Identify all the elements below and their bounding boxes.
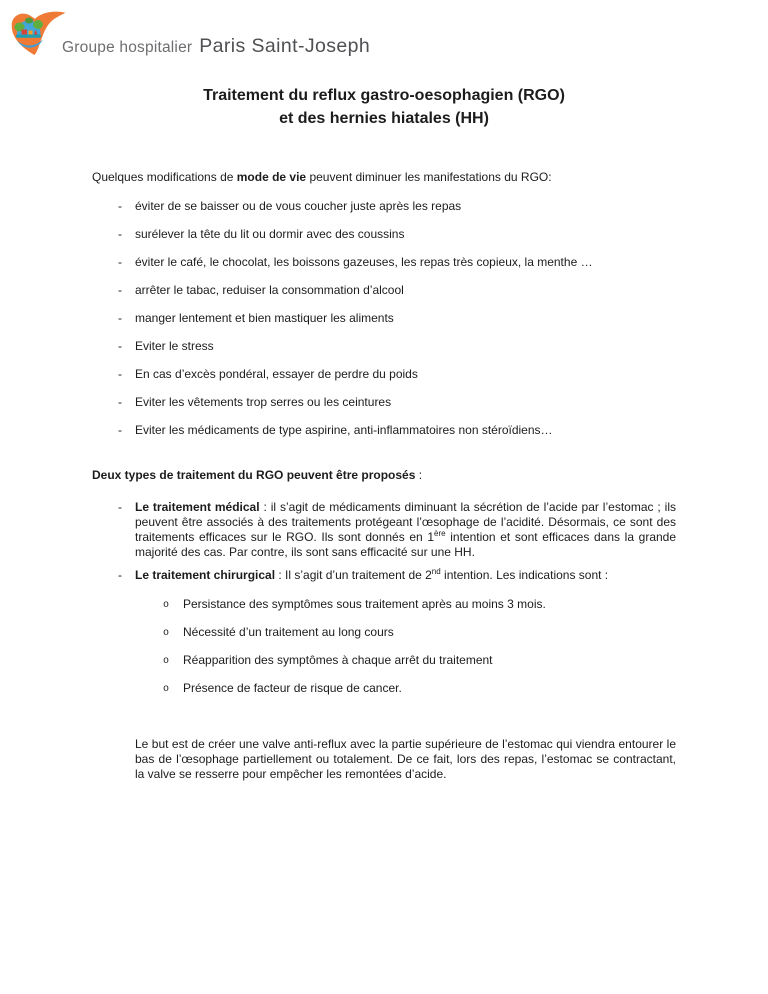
lifestyle-item [92,367,676,382]
intro-paragraph [92,170,676,185]
lifestyle-item [92,339,676,354]
medical-treatment-paragraph [92,500,676,560]
indication-item [92,625,676,640]
lifestyle-item [92,311,676,326]
medical-treatment-text-2: intention et sont efficaces dans la grande majorité des cas. Par contre, ils sont sans efficacité sur une HH. [135,530,677,559]
surgical-treatment-text-1: : Il s’agit d’un traitement de 2 [275,568,432,582]
dash-bullet: - [118,255,122,269]
lifestyle-item-text: Eviter le stress [135,339,214,353]
lifestyle-item-text: manger lentement et bien mastiquer les aliments [135,311,394,325]
lifestyle-item [92,283,676,298]
lifestyle-item [92,395,676,410]
indication-item [92,653,676,668]
circle-bullet: o [163,684,170,695]
dash-bullet: - [118,339,122,353]
lifestyle-item [92,255,676,270]
lifestyle-item-text: Eviter les médicaments de type aspirine, anti-inflammatoires non stéroïdiens… [135,423,553,437]
surgical-treatment-text-2: intention. Les indications sont : [440,568,609,582]
indication-item-text: Persistance des symptômes sous traitement après au moins 3 mois. [183,597,546,611]
dash-bullet: - [118,367,122,381]
dash-bullet: - [118,423,122,437]
org-prefix-label: Groupe hospitalier [62,39,193,56]
lifestyle-item [92,199,676,214]
lifestyle-item-text: éviter de se baisser ou de vous coucher juste après les repas [135,199,462,213]
surgical-superscript: nd [431,567,441,576]
circle-bullet: o [163,656,170,667]
indication-item [92,681,676,696]
lifestyle-item-text: éviter le café, le chocolat, les boissons gazeuses, les repas très copieux, la menthe … [135,255,593,269]
dash-bullet: - [118,311,122,325]
surgical-treatment-paragraph [92,568,676,583]
lifestyle-item-text: Eviter les vêtements trop serres ou les ceintures [135,395,392,409]
org-name-label: Paris Saint-Joseph [199,35,371,57]
surgical-treatment-label: Le traitement chirurgical [135,568,276,582]
dash-bullet: - [118,568,122,582]
indication-item-text: Réapparition des symptômes à chaque arrêt du traitement [183,653,493,667]
indication-item-text: Nécessité d’un traitement au long cours [183,625,394,639]
intro-bold-phrase: mode de vie [236,170,307,184]
circle-bullet: o [163,628,170,639]
indication-item-text: Présence de facteur de risque de cancer. [183,681,402,695]
treatments-heading [92,468,676,483]
indication-item [92,597,676,612]
lifestyle-item-text: En cas d’excès pondéral, essayer de perdre du poids [135,367,418,381]
treatments-heading-bold: Deux types de traitement du RGO peuvent être proposés [92,468,416,482]
circle-bullet: o [163,600,170,611]
lifestyle-item-text: surélever la tête du lit ou dormir avec des coussins [135,227,405,241]
treatments-heading-tail: : [415,468,423,482]
dash-bullet: - [118,283,122,297]
dash-bullet: - [118,199,122,213]
page-title [92,84,676,130]
dash-bullet: - [118,227,122,241]
page-title-line2: et des hernies hiatales (HH) [279,110,489,127]
medical-superscript: ère [434,529,446,538]
page-title-line1: Traitement du reflux gastro-oesophagien (RGO) [203,87,565,104]
lifestyle-item [92,423,676,438]
dash-bullet: - [118,395,122,409]
medical-treatment-label: Le traitement médical [135,500,260,514]
conclusion-paragraph: Le but est de créer une valve anti-reflux avec la partie supérieure de l’estomac qui viendra entourer le bas de l’œsophage partiellement ou totalement. De ce fait, lors des repas, l’estomac se contractant, la valve se resserre pour empêcher les remontées d’acide. [135,737,676,781]
medical-treatment-text-1: : il s’agit de médicaments diminuant la sécrétion de l’acide par l’estomac ; ils peuvent être associés à des traitements protégeant l’œsophage de l’acidité. Désormais, ce sont des traitements efficaces sur le RGO. Ils sont donnés en 1 [135,500,677,544]
intro-text-after: peuvent diminuer les manifestations du RGO: [306,170,552,184]
lifestyle-item-text: arrêter le tabac, reduiser la consommation d’alcool [135,283,404,297]
intro-text-before: Quelques modifications de [92,170,237,184]
dash-bullet: - [118,500,122,514]
lifestyle-item [92,227,676,242]
